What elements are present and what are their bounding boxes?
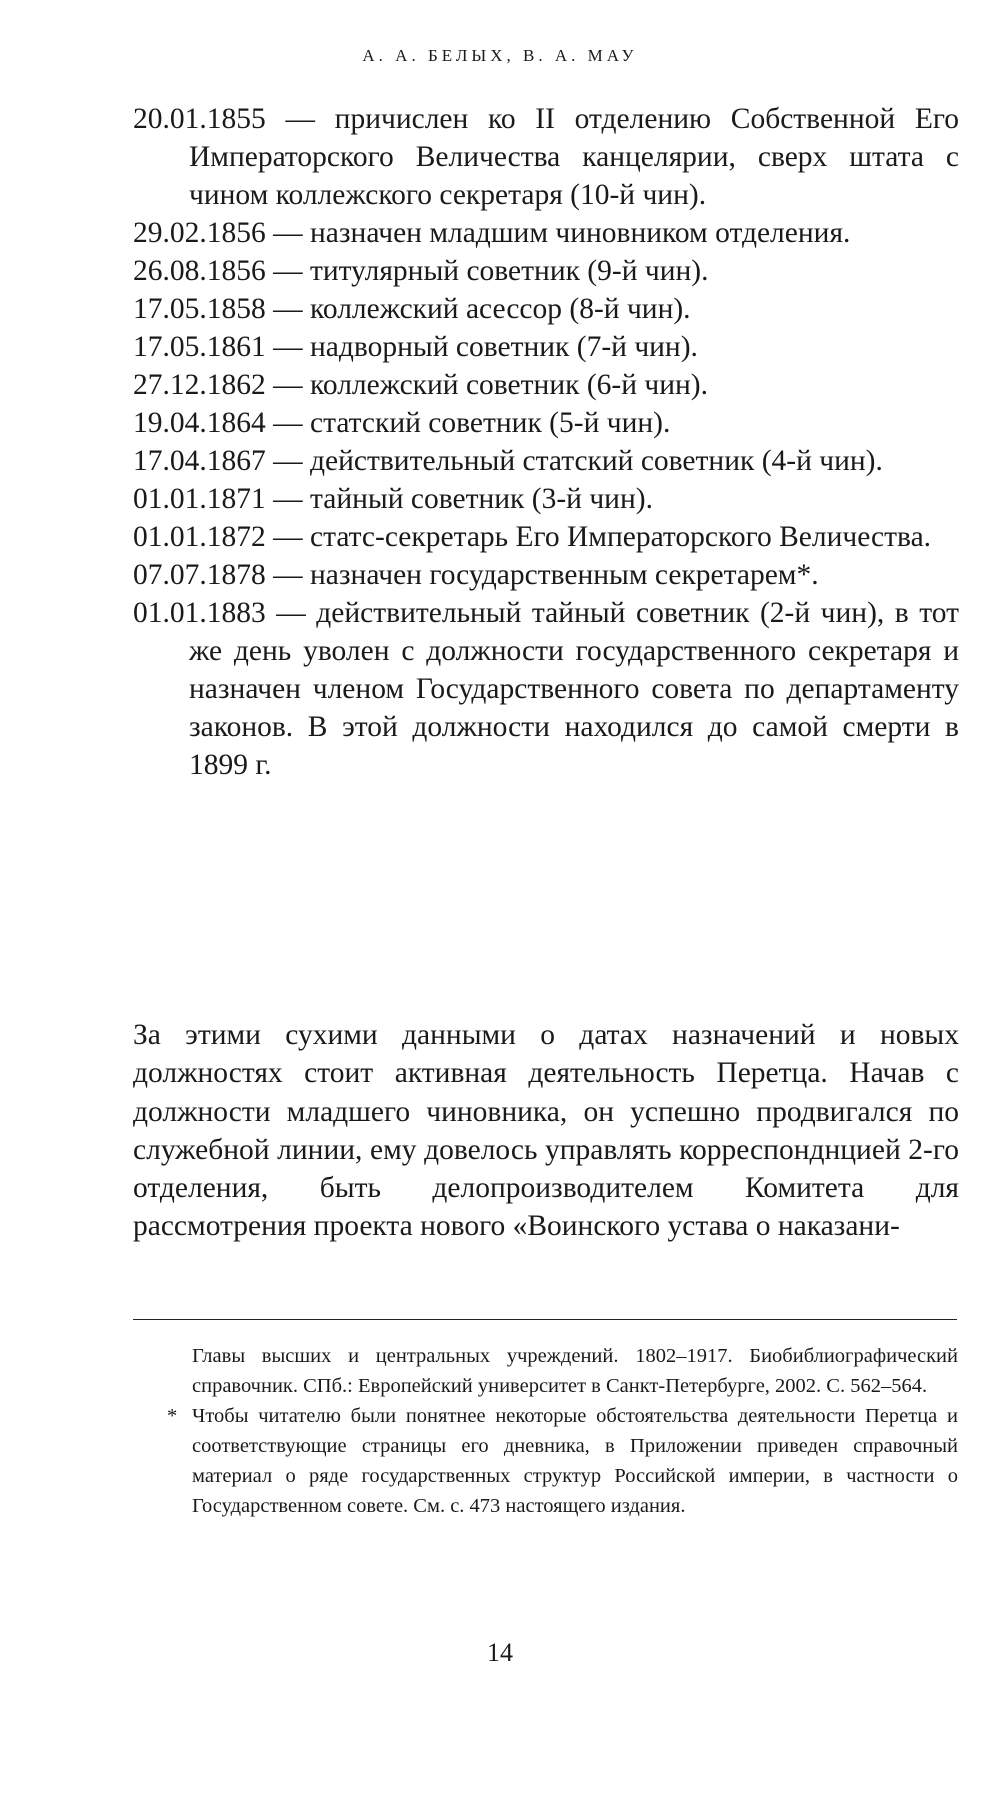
running-header: А. А. БЕЛЫХ, В. А. МАУ — [362, 46, 638, 65]
body-paragraph: За этими сухими данными о датах назначений и новых должностях стоит активная деятельность Перетца. Начав с должности младшего чиновника, он успешно продвигался по служебной линии, ему довелось управлять корреспонднцией 2-го отделения, быть делопроизводителем Комитета для рассмотрения проекта нового «Воинского устава о наказани- — [133, 1019, 959, 1243]
timeline-entry: 17.05.1858 — коллежский асессор (8-й чин). — [133, 293, 691, 325]
timeline-entry: 17.04.1867 — действительный статский советник (4-й чин). — [133, 445, 883, 477]
footnote-text: Чтобы читателю были понятнее некоторые обстоятельства деятельности Перетца и соответствующие страницы его дневника, в Приложении приведен справочный материал о ряде государственных структур Российской империи, в частности о Государственном совете. См. с. 473 настоящего издания. — [192, 1405, 958, 1517]
page-number: 14 — [487, 1638, 513, 1667]
career-timeline — [133, 100, 959, 784]
footnotes — [167, 1341, 958, 1521]
footnote-text: Главы высших и центральных учреждений. 1802–1917. Биобиблиографический справочник. СПб.: Европейский университет в Санкт-Петербурге, 2002. С. 562–564. — [192, 1345, 958, 1397]
timeline-entry: 01.01.1872 — статс-секретарь Его Императорского Величества. — [133, 521, 932, 553]
timeline-entry: 17.05.1861 — надворный советник (7-й чин). — [133, 331, 698, 363]
timeline-entry: 01.01.1871 — тайный советник (3-й чин). — [133, 483, 653, 515]
timeline-entry: 19.04.1864 — статский советник (5-й чин). — [133, 407, 671, 439]
footnote-marker: * — [167, 1405, 178, 1427]
footnote — [192, 1341, 958, 1401]
timeline-entry: 20.01.1855 — причислен ко II отделению Собственной Его Императорского Величества канцелярии, сверх штата с чином коллежского секретаря (10-й чин). — [133, 103, 959, 211]
timeline-entry: 01.01.1883 — действительный тайный советник (2-й чин), в тот же день уволен с должности государственного секретаря и назначен членом Государственного совета по департаменту законов. В этой должности находился до самой смерти в 1899 г. — [133, 597, 959, 781]
footnote — [167, 1401, 958, 1521]
timeline-entry: 07.07.1878 — назначен государственным секретарем*. — [133, 559, 819, 591]
timeline-entry: 27.12.1862 — коллежский советник (6-й чин). — [133, 369, 708, 401]
footnote-divider — [133, 1319, 957, 1320]
timeline-entry: 26.08.1856 — титулярный советник (9-й чин). — [133, 255, 709, 287]
timeline-entry: 29.02.1856 — назначен младшим чиновником отделения. — [133, 217, 851, 249]
